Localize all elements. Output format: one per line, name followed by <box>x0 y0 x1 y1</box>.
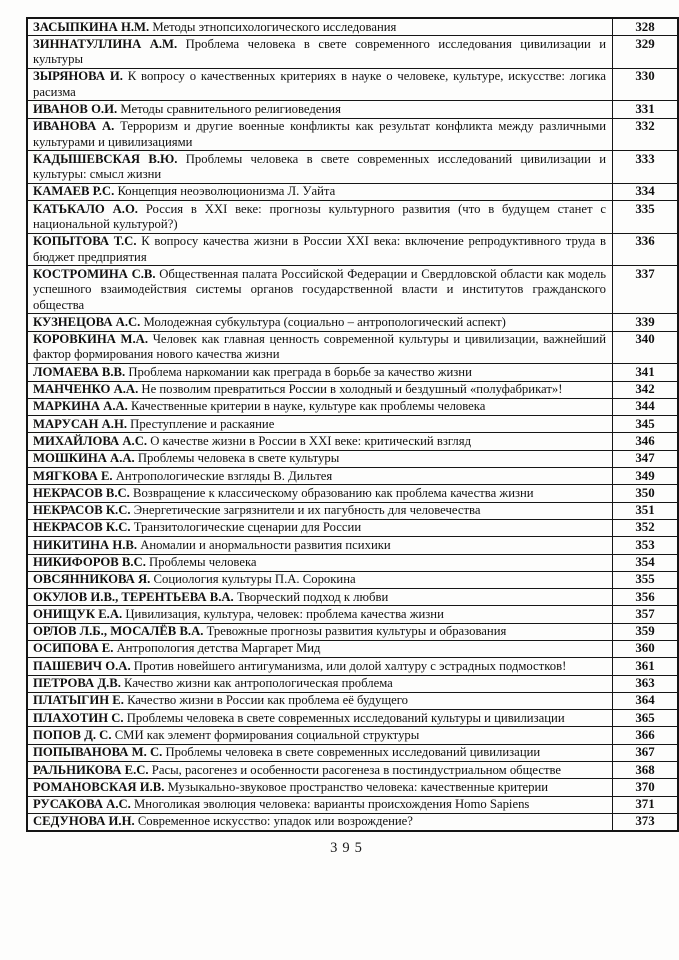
entry-title: Проблема человека в свете современного исследования цивилизации и культуры <box>33 36 607 67</box>
entry-author: МЯГКОВА Е. <box>33 468 113 483</box>
entry-page: 356 <box>613 589 679 606</box>
entry-cell <box>27 151 613 184</box>
entry-page: 342 <box>613 381 679 398</box>
table-row <box>27 314 678 331</box>
table-row <box>27 201 678 234</box>
table-row <box>27 606 678 623</box>
entry-author: ПЛАТЫГИН Е. <box>33 693 124 708</box>
table-row <box>27 554 678 571</box>
entry-author: КОРОВКИНА М.А. <box>33 332 149 347</box>
table-row <box>27 68 678 101</box>
entry-cell <box>27 727 613 744</box>
entry-page: 344 <box>613 398 679 415</box>
entry-page: 345 <box>613 416 679 433</box>
table-row <box>27 675 678 692</box>
table-row <box>27 813 678 831</box>
entry-cell <box>27 606 613 623</box>
entry-page: 365 <box>613 710 679 727</box>
entry-author: КАДЫШЕВСКАЯ В.Ю. <box>33 151 178 166</box>
entry-author: ОКУЛОВ И.В., ТЕРЕНТЬЕВА В.А. <box>33 589 234 604</box>
table-row <box>27 450 678 467</box>
table-row <box>27 779 678 796</box>
entry-author: МАНЧЕНКО А.А. <box>33 382 139 397</box>
entry-cell <box>27 675 613 692</box>
entry-author: КОСТРОМИНА С.В. <box>33 266 156 281</box>
entry-cell <box>27 266 613 314</box>
entry-page: 347 <box>613 450 679 467</box>
entry-page: 340 <box>613 331 679 364</box>
entry-cell <box>27 68 613 101</box>
entry-title: Творческий подход к любви <box>236 589 389 604</box>
entry-page: 329 <box>613 36 679 69</box>
entry-cell <box>27 762 613 779</box>
entry-cell <box>27 519 613 536</box>
entry-author: ПОПОВ Д. С. <box>33 727 112 742</box>
table-row <box>27 519 678 536</box>
table-row <box>27 183 678 200</box>
entry-cell <box>27 183 613 200</box>
entry-cell <box>27 589 613 606</box>
entry-cell <box>27 433 613 450</box>
entry-page: 355 <box>613 571 679 588</box>
entry-cell <box>27 450 613 467</box>
entry-author: КУЗНЕЦОВА А.С. <box>33 314 141 329</box>
table-row <box>27 589 678 606</box>
entry-cell <box>27 381 613 398</box>
entry-title: Транзитологические сценарии для России <box>133 520 362 535</box>
entry-author: МИХАЙЛОВА А.С. <box>33 433 148 448</box>
entry-title: Проблемы человека в свете современных исследований культуры и цивилизации <box>126 710 565 725</box>
entry-page: 370 <box>613 779 679 796</box>
entry-page: 332 <box>613 118 679 151</box>
entry-author: ПАШЕВИЧ О.А. <box>33 658 131 673</box>
entry-author: КАМАЕВ Р.С. <box>33 184 115 199</box>
table-row <box>27 796 678 813</box>
table-row <box>27 151 678 184</box>
entry-title: Проблемы человека в свете современных исследований цивилизации <box>165 745 541 760</box>
entry-title: Проблемы человека в свете современных исследований цивилизации и культуры: смысл жизни <box>33 151 607 182</box>
table-row <box>27 331 678 364</box>
entry-author: ПЛАХОТИН С. <box>33 710 124 725</box>
table-row <box>27 233 678 266</box>
entry-page: 367 <box>613 744 679 761</box>
table-row <box>27 692 678 709</box>
entry-page: 333 <box>613 151 679 184</box>
entry-page: 366 <box>613 727 679 744</box>
table-row <box>27 762 678 779</box>
entry-title: Преступление и раскаяние <box>130 416 275 431</box>
entry-title: К вопросу качества жизни в России XXI века: включение репродуктивного труда в бюджет предприятия <box>33 234 607 264</box>
entry-page: 350 <box>613 485 679 502</box>
entry-page: 361 <box>613 658 679 675</box>
entry-cell <box>27 796 613 813</box>
table-row <box>27 502 678 519</box>
entry-title: Тревожные прогнозы развития культуры и образования <box>206 624 507 639</box>
entry-title: К вопросу о качественных критериях в науке о человеке, культуре, искусстве: логика расизма <box>33 69 607 99</box>
entry-title: Не позволим превратиться России в холодный и бездушный «полуфабрикат»! <box>141 382 563 397</box>
entry-title: Антропологические взгляды В. Дильтея <box>115 468 333 483</box>
entry-page: 364 <box>613 692 679 709</box>
entry-cell <box>27 364 613 381</box>
entry-page: 360 <box>613 640 679 657</box>
entry-page: 353 <box>613 537 679 554</box>
entry-title: Методы этнопсихологического исследования <box>152 19 397 34</box>
table-row <box>27 623 678 640</box>
entry-title: Проблема наркомании как преграда в борьбе за качество жизни <box>128 364 472 379</box>
entry-title: Расы, расогенез и особенности расогенеза в постиндустриальном обществе <box>151 762 562 777</box>
table-row <box>27 571 678 588</box>
entry-author: ЛОМАЕВА В.В. <box>33 364 126 379</box>
entry-author: СЕДУНОВА И.Н. <box>33 814 135 829</box>
table-row <box>27 744 678 761</box>
entry-cell <box>27 468 613 485</box>
table-row <box>27 468 678 485</box>
entry-title: Качество жизни в России как проблема её будущего <box>127 693 408 708</box>
entry-page: 331 <box>613 101 679 118</box>
entry-page: 363 <box>613 675 679 692</box>
table-row <box>27 118 678 151</box>
entry-cell <box>27 554 613 571</box>
entry-author: РУСАКОВА А.С. <box>33 797 131 812</box>
entry-cell <box>27 658 613 675</box>
entry-author: ОРЛОВ Л.Б., МОСАЛЁВ В.А. <box>33 624 204 639</box>
entry-title: Аномалии и анормальности развития психики <box>140 537 391 552</box>
toc-table-body <box>27 18 678 831</box>
entry-author: РОМАНОВСКАЯ И.В. <box>33 779 165 794</box>
entry-page: 334 <box>613 183 679 200</box>
entry-cell <box>27 692 613 709</box>
entry-author: НИКИТИНА Н.В. <box>33 537 138 552</box>
entry-title: Возвращение к классическому образованию как проблема качества жизни <box>133 485 534 500</box>
table-row <box>27 416 678 433</box>
toc-table <box>26 17 679 832</box>
entry-cell <box>27 744 613 761</box>
entry-cell <box>27 416 613 433</box>
entry-page: 357 <box>613 606 679 623</box>
entry-cell <box>27 233 613 266</box>
entry-page: 335 <box>613 201 679 234</box>
entry-title: Методы сравнительного религиоведения <box>120 101 341 116</box>
entry-author: ОНИЩУК Е.А. <box>33 606 123 621</box>
entry-page: 352 <box>613 519 679 536</box>
entry-title: Общественная палата Российской Федерации и Свердловской области как модель успешного взаимодействия системы органов государственной власти и институтов гражданского общества <box>33 266 607 312</box>
entry-cell <box>27 710 613 727</box>
entry-cell <box>27 640 613 657</box>
entry-title: Проблемы человека в свете культуры <box>137 451 340 466</box>
entry-title: Антропология детства Маргарет Мид <box>116 641 321 656</box>
entry-page: 354 <box>613 554 679 571</box>
entry-page: 339 <box>613 314 679 331</box>
entry-author: НЕКРАСОВ К.С. <box>33 520 131 535</box>
entry-author: КОПЫТОВА Т.С. <box>33 234 137 249</box>
entry-author: ЗАСЫПКИНА Н.М. <box>33 19 150 34</box>
entry-author: ОВСЯННИКОВА Я. <box>33 572 151 587</box>
entry-cell <box>27 398 613 415</box>
entry-author: ПОПЫВАНОВА М. С. <box>33 745 163 760</box>
entry-title: Музыкально-звуковое пространство человека: качественные критерии <box>167 779 549 794</box>
table-row <box>27 398 678 415</box>
entry-cell <box>27 485 613 502</box>
entry-author: ИВАНОВА А. <box>33 119 115 134</box>
entry-page: 371 <box>613 796 679 813</box>
entry-cell <box>27 36 613 69</box>
entry-cell <box>27 18 613 36</box>
entry-cell <box>27 314 613 331</box>
entry-page: 351 <box>613 502 679 519</box>
entry-title: Россия в XXI веке: прогнозы культурного развития (что в будущем станет с национальной культурой?) <box>33 201 607 232</box>
entry-title: Человек как главная ценность современной культуры и цивилизации, важнейший фактор формирования нового качества жизни <box>33 332 607 362</box>
entry-page: 336 <box>613 233 679 266</box>
entry-author: ОСИПОВА Е. <box>33 641 114 656</box>
entry-title: Проблемы человека <box>149 555 257 569</box>
entry-author: МАРУСАН А.Н. <box>33 416 127 431</box>
table-row <box>27 433 678 450</box>
entry-page: 330 <box>613 68 679 101</box>
entry-title: Качественные критерии в науке, культуре как проблемы человека <box>131 399 486 414</box>
entry-page: 373 <box>613 813 679 831</box>
entry-cell <box>27 571 613 588</box>
entry-title: Многоликая эволюция человека: варианты происхождения Homo Sapiens <box>134 797 530 812</box>
table-row <box>27 658 678 675</box>
entry-title: Цивилизация, культура, человек: проблема качества жизни <box>125 606 444 621</box>
entry-title: Против новейшего антигуманизма, или долой халтуру с эстрадных подмостков! <box>133 658 567 673</box>
entry-author: ПЕТРОВА Д.В. <box>33 676 121 691</box>
entry-cell <box>27 813 613 831</box>
entry-page: 328 <box>613 18 679 36</box>
entry-author: МОШКИНА А.А. <box>33 451 135 466</box>
table-row <box>27 727 678 744</box>
entry-title: Молодежная субкультура (социально – антропологический аспект) <box>143 314 506 329</box>
entry-title: Концепция неоэволюционизма Л. Уайта <box>117 184 336 199</box>
entry-title: Качество жизни как антропологическая проблема <box>124 676 393 691</box>
entry-author: РАЛЬНИКОВА Е.С. <box>33 762 149 777</box>
table-row <box>27 537 678 554</box>
entry-page: 359 <box>613 623 679 640</box>
table-row <box>27 640 678 657</box>
entry-title: Социология культуры П.А. Сорокина <box>153 572 356 587</box>
entry-cell <box>27 201 613 234</box>
entry-author: ЗЫРЯНОВА И. <box>33 69 123 84</box>
entry-author: МАРКИНА А.А. <box>33 399 128 414</box>
table-row <box>27 364 678 381</box>
table-row <box>27 101 678 118</box>
entry-author: НЕКРАСОВ К.С. <box>33 503 131 518</box>
table-row <box>27 266 678 314</box>
entry-cell <box>27 331 613 364</box>
entry-title: СМИ как элемент формирования социальной структуры <box>114 727 420 742</box>
table-row <box>27 18 678 36</box>
entry-author: ИВАНОВ О.И. <box>33 101 118 116</box>
entry-cell <box>27 779 613 796</box>
entry-page: 349 <box>613 468 679 485</box>
entry-cell <box>27 101 613 118</box>
entry-page: 337 <box>613 266 679 314</box>
entry-page: 341 <box>613 364 679 381</box>
entry-author: НЕКРАСОВ В.С. <box>33 485 130 500</box>
entry-author: ЗИННАТУЛЛИНА А.М. <box>33 36 178 51</box>
table-row <box>27 36 678 69</box>
table-row <box>27 485 678 502</box>
entry-author: НИКИФОРОВ В.С. <box>33 555 146 569</box>
entry-title: Современное искусство: упадок или возрождение? <box>137 814 413 829</box>
table-row <box>27 381 678 398</box>
entry-cell <box>27 537 613 554</box>
entry-title: Энергетические загрязнители и их пагубность для человечества <box>133 503 481 518</box>
entry-author: КАТЬКАЛО А.О. <box>33 201 138 216</box>
entry-cell <box>27 502 613 519</box>
entry-cell <box>27 623 613 640</box>
table-row <box>27 710 678 727</box>
entry-title: Терроризм и другие военные конфликты как результат конфликта между различными культурами и цивилизациями <box>33 119 607 149</box>
entry-title: О качестве жизни в России в XXI веке: критический взгляд <box>150 433 472 448</box>
entry-cell <box>27 118 613 151</box>
entry-page: 368 <box>613 762 679 779</box>
entry-page: 346 <box>613 433 679 450</box>
page-number-footer: 395 <box>330 840 367 857</box>
